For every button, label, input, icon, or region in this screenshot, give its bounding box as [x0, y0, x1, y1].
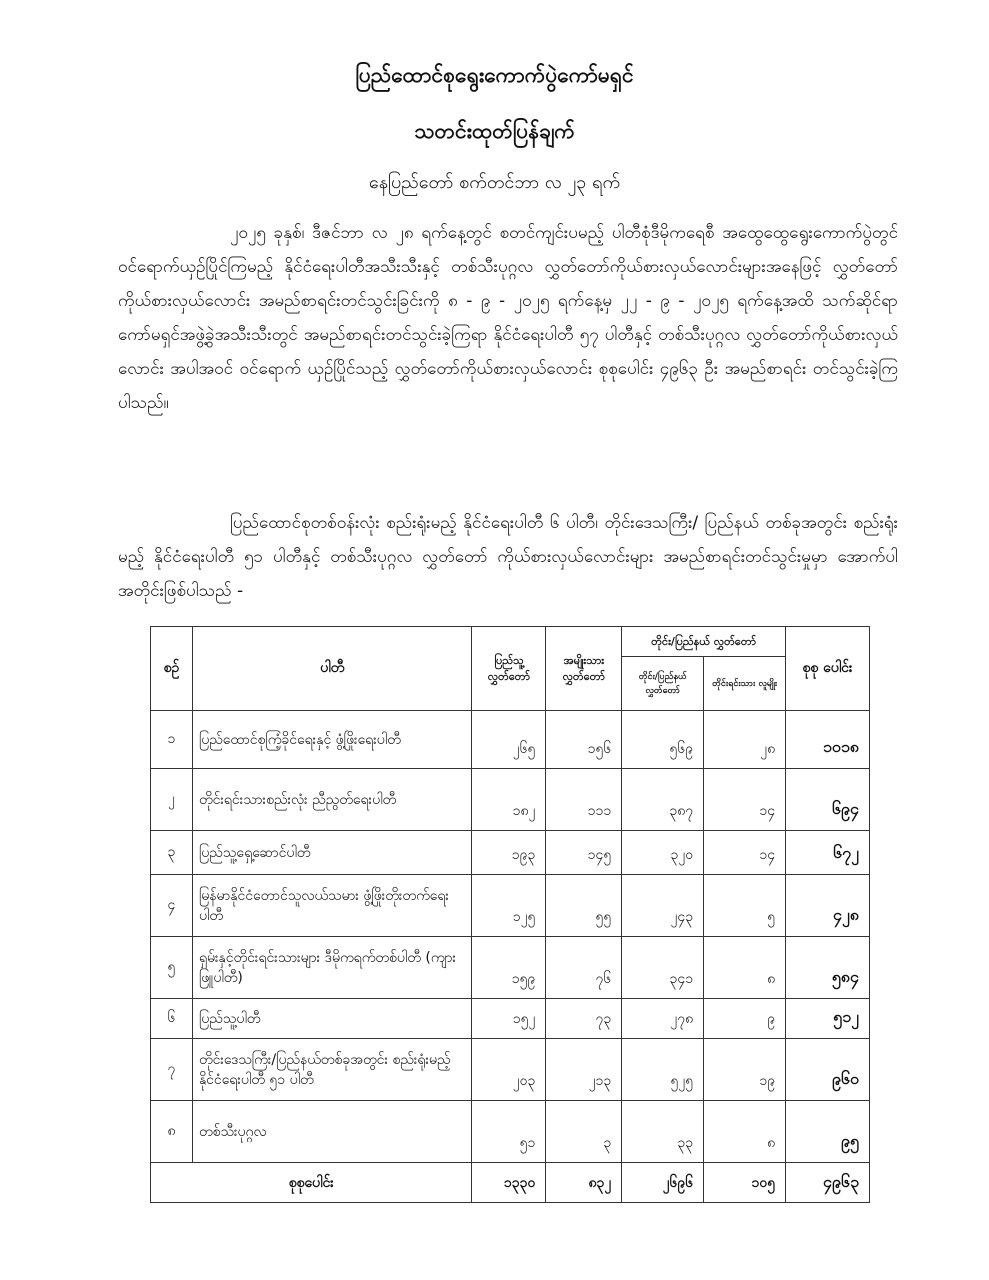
row-region: ၃၃	[622, 1101, 704, 1163]
row-amyotha: ၇၃	[546, 999, 622, 1039]
row-pyithu: ၁၅၉	[472, 937, 546, 999]
row-pyithu: ၁၅၂	[472, 999, 546, 1039]
row-ethnic: ၈	[704, 937, 786, 999]
row-region: ၃၄၁	[622, 937, 704, 999]
table-row	[151, 999, 870, 1039]
row-total: ၉၅	[786, 1101, 870, 1163]
row-pyithu: ၁၂၅	[472, 875, 546, 937]
paragraph-2: ပြည်ထောင်စုတစ်ဝန်းလုံး စည်းရုံးမည့် နိုင်ငံရေးပါတီ ၆ ပါတီ၊ တိုင်းဒေသကြီး/ ပြည်နယ် တစ်ခုအတွင်း စည်းရုံးမည့် နိုင်ငံရေးပါတီ ၅၁ ပါတီနှင့် တစ်သီးပုဂ္ဂလ လွှတ်တော် ကိုယ်စားလှယ်လောင်းများ အမည်စာရင်းတင်သွင်းမှုမှာ အောက်ပါအတိုင်းဖြစ်ပါသည် -	[118, 513, 898, 601]
row-total: ၉၆၀	[786, 1039, 870, 1101]
row-total: ၁၀၁၈	[786, 711, 870, 769]
row-total: ၆၇၂	[786, 831, 870, 875]
header-region: တိုင်း/ပြည်နယ် လွှတ်တော်	[622, 657, 704, 711]
totals-label: စုစုပေါင်း	[151, 1163, 472, 1203]
row-party: ပြည်သူ့ပါတီ	[192, 999, 472, 1039]
row-sr: ၂	[151, 769, 193, 831]
row-sr: ၇	[151, 1039, 193, 1101]
header-pyithu: ပြည်သူ့ လွှတ်တော်	[472, 627, 546, 711]
row-party: တိုင်းရင်းသားစည်းလုံး ညီညွတ်ရေးပါတီ	[192, 769, 472, 831]
row-ethnic: ၁၄	[704, 831, 786, 875]
row-ethnic: ၅	[704, 875, 786, 937]
row-ethnic: ၁၄	[704, 769, 786, 831]
totals-amyotha: ၈၃၂	[546, 1163, 622, 1203]
header-total: စုစု ပေါင်း	[786, 627, 870, 711]
paragraph-1: ၂၀၂၅ ခုနှစ်၊ ဒီဇင်ဘာ လ ၂၈ ရက်နေ့တွင် စတင်ကျင်းပမည့် ပါတီစုံဒီမိုကရေစီ အထွေထွေရွေးကောက်ပွဲတွင် ဝင်ရောက်ယှဉ်ပြိုင်ကြမည့် နိုင်ငံရေးပါတီအသီးသီးနှင့် တစ်သီးပုဂ္ဂလ လွှတ်တော်ကိုယ်စားလှယ်လောင်းများအနေဖြင့် လွှတ်တော်ကိုယ်စားလှယ်လောင်း အမည်စာရင်းတင်သွင်းခြင်းကို ၈ - ၉ - ၂၀၂၅ ရက်နေ့မှ ၂၂ - ၉ - ၂၀၂၅ ရက်နေ့အထိ သက်ဆိုင်ရာကော်မရှင်အဖွဲ့ခွဲအသီးသီးတွင် အမည်စာရင်းတင်သွင်းခဲ့ကြရာ နိုင်ငံရေးပါတီ ၅၇ ပါတီနှင့် တစ်သီးပုဂ္ဂလ လွှတ်တော်ကိုယ်စားလှယ်လောင်း အပါအဝင် ဝင်ရောက် ယှဉ်ပြိုင်သည့် လွှတ်တော်ကိုယ်စားလှယ်လောင်း စုစုပေါင်း ၄၉၆၃ ဦး အမည်စာရင်း တင်သွင်းခဲ့ကြပါသည်။	[118, 223, 898, 413]
dateline: နေပြည်တော် စက်တင်ဘာ လ ၂၃ ရက်	[368, 172, 621, 193]
row-ethnic: ၁၉	[704, 1039, 786, 1101]
row-amyotha: ၇၆	[546, 937, 622, 999]
row-party: တစ်သီးပုဂ္ဂလ	[192, 1101, 472, 1163]
candidate-table	[150, 626, 870, 1203]
header-region-group: တိုင်း/ပြည်နယ် လွှတ်တော်	[622, 627, 786, 657]
row-amyotha: ၂၁၃	[546, 1039, 622, 1101]
row-amyotha: ၁၅၆	[546, 711, 622, 769]
row-region: ၂၇၈	[622, 999, 704, 1039]
row-total: ၄၂၈	[786, 875, 870, 937]
row-party: ရှမ်းနှင့်တိုင်းရင်းသားများ ဒီမိုကရက်တစ်ပါတီ (ကျားဖြူပါတီ)	[192, 937, 472, 999]
row-ethnic: ၂၈	[704, 711, 786, 769]
row-region: ၅၆၉	[622, 711, 704, 769]
table-row	[151, 937, 870, 999]
row-sr: ၆	[151, 999, 193, 1039]
row-total: ၅၁၂	[786, 999, 870, 1039]
row-party: မြန်မာနိုင်ငံတောင်သူလယ်သမား ဖွံ့ဖြိုးတိုးတက်ရေးပါတီ	[192, 875, 472, 937]
totals-total: ၄၉၆၃	[786, 1163, 870, 1203]
header-amyotha: အမျိုးသား လွှတ်တော်	[546, 627, 622, 711]
row-party: တိုင်းဒေသကြီး/ပြည်နယ်တစ်ခုအတွင်း စည်းရုံးမည့် နိုင်ငံရေးပါတီ ၅၁ ပါတီ	[192, 1039, 472, 1101]
row-total: ၅၈၄	[786, 937, 870, 999]
row-sr: ၄	[151, 875, 193, 937]
table-row	[151, 769, 870, 831]
row-sr: ၈	[151, 1101, 193, 1163]
header-ethnic: တိုင်းရင်းသား လူမျိုး	[704, 657, 786, 711]
row-pyithu: ၁၈၂	[472, 769, 546, 831]
row-pyithu: ၁၉၃	[472, 831, 546, 875]
row-party: ပြည်သူ့ရှေ့ဆောင်ပါတီ	[192, 831, 472, 875]
row-ethnic: ၉	[704, 999, 786, 1039]
totals-region: ၂၆၉၆	[622, 1163, 704, 1203]
header-sr: စဉ်	[151, 627, 193, 711]
row-amyotha: ၁၄၅	[546, 831, 622, 875]
totals-pyithu: ၁၃၃၀	[472, 1163, 546, 1203]
totals-row	[151, 1163, 870, 1203]
row-pyithu: ၅၁	[472, 1101, 546, 1163]
row-sr: ၃	[151, 831, 193, 875]
header-party: ပါတီ	[192, 627, 472, 711]
row-sr: ၁	[151, 711, 193, 769]
row-amyotha: ၁၁၁	[546, 769, 622, 831]
row-sr: ၅	[151, 937, 193, 999]
row-region: ၃၈၇	[622, 769, 704, 831]
row-region: ၂၄၃	[622, 875, 704, 937]
totals-ethnic: ၁၀၅	[704, 1163, 786, 1203]
row-amyotha: ၅၅	[546, 875, 622, 937]
page-subtitle: သတင်းထုတ်ပြန်ချက်	[414, 119, 575, 143]
row-pyithu: ၂၆၅	[472, 711, 546, 769]
row-region: ၃၂၀	[622, 831, 704, 875]
table-row	[151, 875, 870, 937]
row-pyithu: ၂၀၃	[472, 1039, 546, 1101]
row-amyotha: ၃	[546, 1101, 622, 1163]
page-title: ပြည်ထောင်စုရွေးကောက်ပွဲကော်မရှင်	[355, 63, 634, 87]
row-party: ပြည်ထောင်စုကြံ့ခိုင်ရေးနှင့် ဖွံ့ဖြိုးရေးပါတီ	[192, 711, 472, 769]
table-row	[151, 711, 870, 769]
row-ethnic: ၈	[704, 1101, 786, 1163]
row-total: ၆၉၄	[786, 769, 870, 831]
table-row	[151, 831, 870, 875]
table-row	[151, 1101, 870, 1163]
table-row	[151, 1039, 870, 1101]
row-region: ၅၂၅	[622, 1039, 704, 1101]
